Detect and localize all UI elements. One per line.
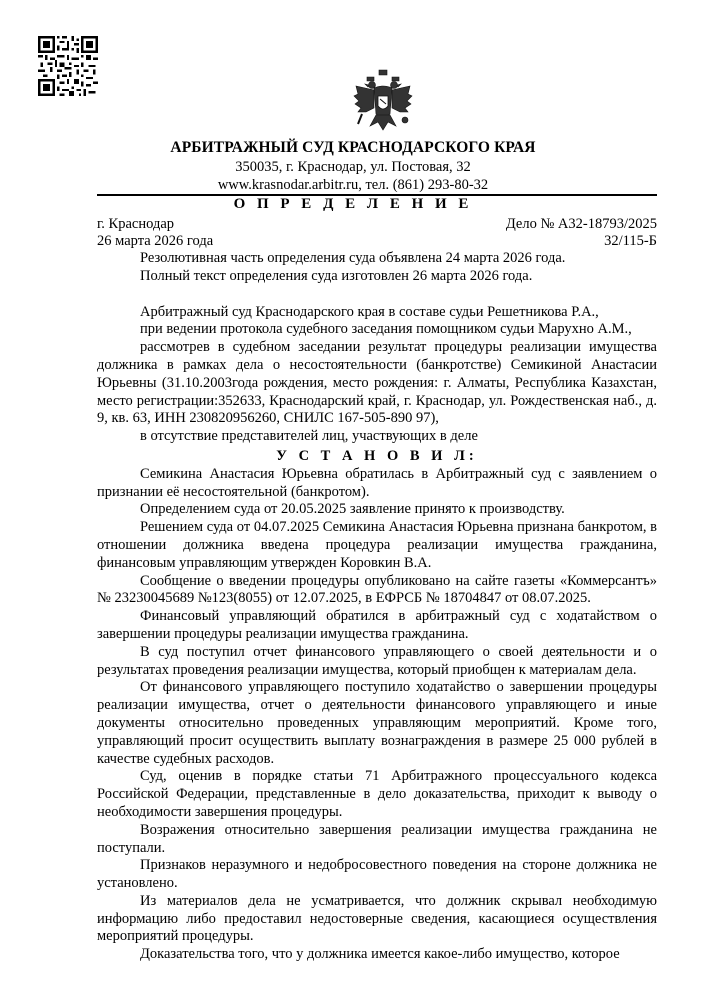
- intro-line: Резолютивная часть определения суда объявлена 24 марта 2026 года.: [140, 250, 566, 266]
- composition-line: рассмотрев в судебном заседании результат процедуры реализации имущества должника в рамках дела о несостоятельности (банкротстве) Семикиной Анастасии Юрьевны (31.10.2003года рождения, место рождения: г. Алматы, Республика Казахстан, место регистрации:352633, Краснодарский край, г. Краснодар, ул. Рождественская наб., д. 9, кв. 63, ИНН 230820956260, СНИЛС 167-505-890 97),: [97, 339, 657, 427]
- court-address: 350035, г. Краснодар, ул. Постовая, 32: [235, 159, 471, 175]
- case-sub-number: 32/115-Б: [604, 233, 657, 249]
- composition-line: в отсутствие представителей лиц, участвующих в деле: [140, 428, 478, 445]
- paragraph: Возражения относительно завершения реализации имущества гражданина не поступали.: [97, 821, 657, 856]
- qr-code-icon: [38, 36, 98, 96]
- section-title: У С Т А Н О В И Л:: [276, 447, 478, 464]
- intro-line: Полный текст определения суда изготовлен 26 марта 2026 года.: [140, 267, 533, 284]
- paragraph: Признаков неразумного и недобросовестного поведения на стороне должника не установлено.: [97, 857, 657, 892]
- document-city: г. Краснодар: [97, 216, 175, 232]
- paragraph: От финансового управляющего поступило ходатайство о завершении процедуры реализации имущества, отчет о деятельности финансового управляющего и иные документы относительно проведенных управляющим мероприятий. Кроме того, управляющий просит осуществить выплату вознаграждения в размере 25 000 рублей в качестве судебных расходов.: [97, 679, 657, 767]
- court-contacts: www.krasnodar.arbitr.ru, тел. (861) 293-80-32: [217, 177, 489, 193]
- paragraph: Финансовый управляющий обратился в арбитражный суд с ходатайством о завершении процедуры реализации имущества гражданина.: [97, 608, 657, 642]
- document-title: О П Р Е Д Е Л Е Н И Е: [233, 196, 473, 212]
- paragraph: Из материалов дела не усматривается, что должник скрывал необходимую информацию либо предоставил недостоверные сведения, касающиеся осуществления мероприятий процедуры.: [97, 892, 657, 945]
- paragraph: Суд, оценив в порядке статьи 71 Арбитражного процессуального кодекса Российской Федерации, представленные в дело доказательства, приходит к выводу о необходимости завершения процедуры.: [97, 768, 657, 820]
- coat-of-arms-icon: [352, 68, 414, 138]
- paragraph: Сообщение о введении процедуры опубликовано на сайте газеты «Коммерсантъ» № 23230045689 №123(8055) от 12.07.2025, в ЕФРСБ № 18704847 от 08.07.2025.: [97, 572, 657, 607]
- document-date: 26 марта 2026 года: [97, 233, 214, 249]
- case-number: Дело № А32-18793/2025: [505, 216, 657, 232]
- paragraph: Решением суда от 04.07.2025 Семикина Анастасия Юрьевна признана банкротом, в отношении должника введена процедура реализации имущества гражданина, финансовым управляющим утвержден Коровкин В.А.: [97, 519, 657, 571]
- paragraph: Доказательства того, что у должника имеется какое-либо имущество, которое: [140, 946, 620, 963]
- composition-line: Арбитражный суд Краснодарского края в составе судьи Решетникова Р.А.,: [140, 303, 599, 320]
- composition-line: при ведении протокола судебного заседания помощником судьи Марухно А.М.,: [140, 321, 632, 338]
- paragraph: Семикина Анастасия Юрьевна обратилась в Арбитражный суд с заявлением о признании её несостоятельной (банкротом).: [97, 465, 657, 500]
- court-name: АРБИТРАЖНЫЙ СУД КРАСНОДАРСКОГО КРАЯ: [170, 139, 536, 156]
- paragraph: В суд поступил отчет финансового управляющего о своей деятельности и о результатах проведения реализации имущества, который приобщен к материалам дела.: [97, 643, 657, 678]
- paragraph: Определением суда от 20.05.2025 заявление принято к производству.: [140, 501, 565, 518]
- document-body: [97, 250, 657, 964]
